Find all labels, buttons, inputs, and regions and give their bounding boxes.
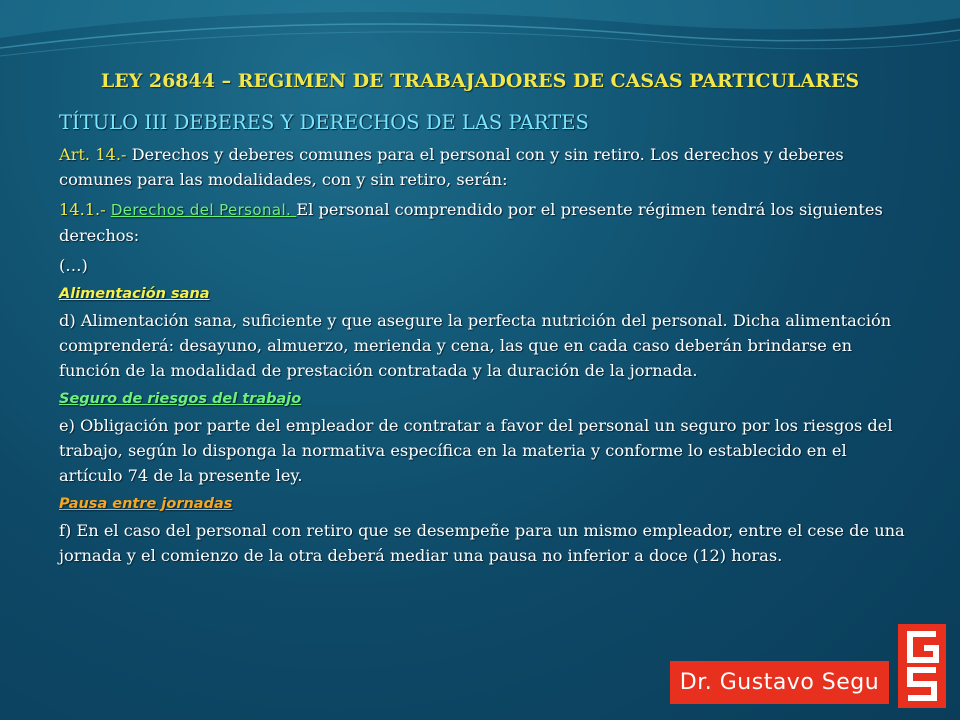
gs-logo-glyph bbox=[902, 628, 942, 704]
article-14-text: Derechos y deberes comunes para el personal con y sin retiro. Los derechos y deberes comunes para las modalidades, con y sin retiro, serán: bbox=[59, 145, 844, 189]
subtitle-seguro[interactable]: Seguro de riesgos del trabajo bbox=[59, 391, 302, 407]
ellipsis: (…) bbox=[59, 256, 88, 275]
derechos-del-personal-link[interactable]: Derechos del Personal. bbox=[110, 201, 297, 219]
article-14-1-text: El personal comprendido por el presente régimen tendrá los siguientes derechos: bbox=[59, 200, 883, 245]
author-signature-banner: Dr. Gustavo Segu bbox=[670, 661, 889, 704]
gs-logo-icon bbox=[898, 624, 946, 708]
subtitle-alimentacion[interactable]: Alimentación sana bbox=[59, 286, 210, 302]
section-heading: TÍTULO III DEBERES Y DERECHOS DE LAS PARTES bbox=[59, 111, 589, 134]
article-14-1 bbox=[59, 197, 909, 248]
article-14-1-label: 14.1.- bbox=[59, 200, 106, 219]
paragraph-alimentacion: d) Alimentación sana, suficiente y que asegure la perfecta nutrición del personal. Dicha alimentación comprenderá: desayuno, almuerzo, merienda y cena, las que en cada caso deberán brindarse en función de la modalidad de prestación contratada y la duración de la jornada. bbox=[59, 311, 892, 380]
slide-content bbox=[59, 110, 909, 573]
article-14 bbox=[59, 142, 909, 192]
background-wave-decoration bbox=[0, 0, 960, 120]
slide-title: LEY 26844 – REGIMEN DE TRABAJADORES DE CASAS PARTICULARES bbox=[100, 70, 860, 92]
article-14-label: Art. 14.- bbox=[59, 145, 127, 164]
paragraph-pausa: f) En el caso del personal con retiro que se desempeñe para un mismo empleador, entre el cese de una jornada y el comienzo de la otra deberá mediar una pausa no inferior a doce (12) horas. bbox=[59, 521, 905, 565]
paragraph-seguro: e) Obligación por parte del empleador de contratar a favor del personal un seguro por los riesgos del trabajo, según lo disponga la normativa específica en la materia y conforme lo establecido en el artículo 74 de la presente ley. bbox=[59, 416, 893, 485]
subtitle-pausa[interactable]: Pausa entre jornadas bbox=[59, 496, 233, 512]
